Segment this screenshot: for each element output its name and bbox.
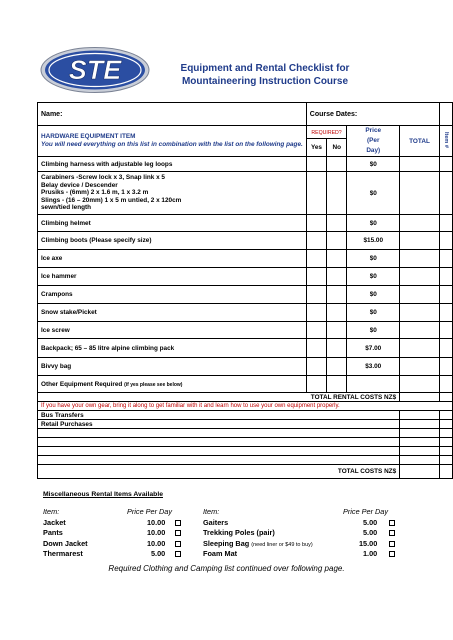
misc-list-item bbox=[203, 528, 403, 539]
yes-checkbox[interactable] bbox=[306, 232, 326, 250]
retail-purchases-value[interactable] bbox=[400, 420, 440, 429]
header-total: TOTAL bbox=[400, 126, 440, 157]
item-label: Snow stake/Picket bbox=[38, 304, 307, 322]
item-label: Climbing harness with adjustable leg loops bbox=[38, 157, 307, 172]
blank-cell bbox=[439, 429, 452, 438]
blank-line-value[interactable] bbox=[400, 429, 440, 438]
retail-purchases-label: Retail Purchases bbox=[38, 420, 400, 429]
item-total[interactable] bbox=[400, 250, 440, 268]
other-equipment-label: Other Equipment Required (if yes please see below) bbox=[38, 376, 307, 393]
item-label: Ice hammer bbox=[38, 268, 307, 286]
misc-item-price: 15.00 bbox=[359, 538, 378, 548]
blank-cell bbox=[439, 420, 452, 429]
header-item-title: HARDWARE EQUIPMENT ITEM bbox=[41, 133, 136, 140]
blank-cell bbox=[439, 411, 452, 420]
item-number[interactable] bbox=[439, 286, 452, 304]
title-line-1: Equipment and Rental Checklist for bbox=[180, 63, 350, 74]
misc-item-price: 10.00 bbox=[147, 528, 166, 537]
item-total[interactable] bbox=[400, 376, 440, 393]
header-item-note: You will need everything on this list in combination with the list on the following page. bbox=[41, 141, 303, 148]
item-label: Crampons bbox=[38, 286, 307, 304]
misc-checkbox[interactable] bbox=[175, 518, 181, 529]
item-price: $0 bbox=[347, 172, 400, 215]
misc-list-item bbox=[203, 539, 403, 550]
no-checkbox[interactable] bbox=[327, 339, 347, 358]
blank-cell bbox=[439, 103, 452, 126]
item-label: Bivvy bag bbox=[38, 358, 307, 376]
yes-checkbox[interactable] bbox=[306, 376, 326, 393]
misc-list-item bbox=[43, 539, 188, 550]
misc-checkbox[interactable] bbox=[175, 528, 181, 539]
item-total[interactable] bbox=[400, 358, 440, 376]
misc-item-name: Down Jacket bbox=[43, 538, 88, 548]
blank-cell bbox=[439, 447, 452, 456]
misc-item-name: Jacket bbox=[43, 517, 66, 527]
item-price: $7.00 bbox=[347, 339, 400, 358]
blank-line-value[interactable] bbox=[400, 447, 440, 456]
no-checkbox[interactable] bbox=[327, 376, 347, 393]
blank-line-value[interactable] bbox=[400, 438, 440, 447]
total-costs-label: TOTAL COSTS NZ$ bbox=[38, 465, 400, 479]
item-total[interactable] bbox=[400, 268, 440, 286]
item-total[interactable] bbox=[400, 339, 440, 358]
misc-checkbox[interactable] bbox=[389, 518, 395, 529]
item-label: Climbing boots (Please specify size) bbox=[38, 232, 307, 250]
header-price: Price (Per Day) bbox=[347, 126, 400, 157]
total-rental-costs-label: TOTAL RENTAL COSTS NZ$ bbox=[38, 393, 400, 402]
no-checkbox[interactable] bbox=[327, 268, 347, 286]
misc-item-name: Sleeping Bag (need liner or $49 to buy) bbox=[203, 538, 313, 548]
misc-checkbox[interactable] bbox=[389, 539, 395, 550]
item-price: $3.00 bbox=[347, 358, 400, 376]
misc-right-list bbox=[203, 507, 403, 560]
item-price: $0 bbox=[347, 304, 400, 322]
blank-line[interactable] bbox=[38, 438, 400, 447]
misc-checkbox[interactable] bbox=[389, 549, 395, 560]
item-label: Ice screw bbox=[38, 322, 307, 339]
header-required: REQUIRED? bbox=[306, 126, 347, 139]
misc-list-item bbox=[203, 518, 403, 529]
blank-cell bbox=[439, 465, 452, 479]
logo-text: STE bbox=[68, 55, 122, 85]
item-price: $0 bbox=[347, 286, 400, 304]
bus-transfers-value[interactable] bbox=[400, 411, 440, 420]
item-price: $0 bbox=[347, 322, 400, 339]
header-item-cell bbox=[38, 126, 307, 157]
no-checkbox[interactable] bbox=[327, 286, 347, 304]
misc-item-price: 10.00 bbox=[147, 517, 166, 527]
misc-left-list bbox=[43, 507, 188, 560]
misc-item-name: Gaiters bbox=[203, 517, 229, 527]
yes-checkbox[interactable] bbox=[306, 304, 326, 322]
blank-cell bbox=[439, 456, 452, 465]
blank-cell bbox=[347, 376, 400, 393]
document-title bbox=[170, 62, 360, 88]
misc-list-item bbox=[203, 549, 403, 560]
no-checkbox[interactable] bbox=[327, 157, 347, 172]
item-price: $15.00 bbox=[347, 232, 400, 250]
misc-item-name: Trekking Poles (pair) bbox=[203, 528, 275, 537]
total-costs-value[interactable] bbox=[400, 465, 440, 479]
misc-price-header: Price Per Day bbox=[127, 507, 173, 516]
header-no: No bbox=[327, 139, 347, 157]
item-number[interactable] bbox=[439, 304, 452, 322]
item-total[interactable] bbox=[400, 215, 440, 232]
no-checkbox[interactable] bbox=[327, 358, 347, 376]
misc-price-header: Price Per Day bbox=[343, 507, 389, 516]
footer-note: Required Clothing and Camping list continued over following page. bbox=[108, 564, 345, 573]
bus-transfers-label: Bus Transfers bbox=[38, 411, 400, 420]
misc-rental-title: Miscellaneous Rental Items Available bbox=[43, 491, 163, 498]
no-checkbox[interactable] bbox=[327, 232, 347, 250]
misc-list-item bbox=[43, 528, 188, 539]
name-field[interactable] bbox=[38, 103, 307, 126]
misc-item-header: Item: bbox=[43, 507, 60, 516]
yes-checkbox[interactable] bbox=[306, 250, 326, 268]
blank-line-value[interactable] bbox=[400, 456, 440, 465]
item-number[interactable] bbox=[439, 322, 452, 339]
item-number[interactable] bbox=[439, 358, 452, 376]
item-number[interactable] bbox=[439, 157, 452, 172]
course-dates-field[interactable] bbox=[306, 103, 439, 126]
misc-item-name: Thermarest bbox=[43, 549, 83, 558]
item-label: Climbing helmet bbox=[38, 215, 307, 232]
no-checkbox[interactable] bbox=[327, 304, 347, 322]
item-price: $0 bbox=[347, 157, 400, 172]
ste-logo bbox=[40, 46, 150, 94]
misc-item-price: 5.00 bbox=[363, 517, 378, 527]
yes-checkbox[interactable] bbox=[306, 322, 326, 339]
item-price: $0 bbox=[347, 250, 400, 268]
title-line-2: Mountaineering Instruction Course bbox=[181, 76, 349, 87]
course-dates-label: Course Dates: bbox=[309, 110, 358, 118]
blank-cell bbox=[439, 393, 452, 402]
item-number[interactable] bbox=[439, 339, 452, 358]
misc-item-price: 5.00 bbox=[151, 549, 166, 558]
no-checkbox[interactable] bbox=[327, 322, 347, 339]
header-yes: Yes bbox=[306, 139, 326, 157]
misc-checkbox[interactable] bbox=[175, 549, 181, 560]
item-price: $0 bbox=[347, 268, 400, 286]
blank-line[interactable] bbox=[38, 429, 400, 438]
yes-checkbox[interactable] bbox=[306, 286, 326, 304]
item-label: Backpack; 65 – 85 litre alpine climbing pack bbox=[38, 339, 307, 358]
misc-checkbox[interactable] bbox=[389, 528, 395, 539]
item-total[interactable] bbox=[400, 172, 440, 215]
misc-item-header: Item: bbox=[203, 507, 220, 516]
item-total[interactable] bbox=[400, 286, 440, 304]
blank-line[interactable] bbox=[38, 456, 400, 465]
item-number[interactable] bbox=[439, 376, 452, 393]
yes-checkbox[interactable] bbox=[306, 215, 326, 232]
misc-item-note: (need liner or $49 to buy) bbox=[251, 541, 313, 548]
item-total[interactable] bbox=[400, 157, 440, 172]
item-price: $0 bbox=[347, 215, 400, 232]
yes-checkbox[interactable] bbox=[306, 157, 326, 172]
item-number[interactable] bbox=[439, 250, 452, 268]
misc-item-name: Foam Mat bbox=[203, 549, 238, 558]
blank-line[interactable] bbox=[38, 447, 400, 456]
total-rental-costs-value[interactable] bbox=[400, 393, 440, 402]
item-total[interactable] bbox=[400, 304, 440, 322]
item-number[interactable] bbox=[439, 232, 452, 250]
hardware-set-label: Carabiners -Screw lock x 3, Snap link x 5 Belay device / Descender Prusiks - (6mm) 2 x 1.6 m, 1 x 3.2 m Slings - (16 – 20mm) 1 x 5 m untied, 2 x 120cm sewn/tied length bbox=[38, 172, 307, 215]
misc-list-item bbox=[43, 549, 188, 560]
item-number[interactable] bbox=[439, 172, 452, 215]
no-checkbox[interactable] bbox=[327, 172, 347, 215]
misc-item-price: 10.00 bbox=[147, 538, 166, 548]
misc-item-name: Pants bbox=[43, 528, 63, 537]
item-total[interactable] bbox=[400, 232, 440, 250]
yes-checkbox[interactable] bbox=[306, 172, 326, 215]
yes-checkbox[interactable] bbox=[306, 268, 326, 286]
yes-checkbox[interactable] bbox=[306, 339, 326, 358]
item-total[interactable] bbox=[400, 322, 440, 339]
item-number[interactable] bbox=[439, 268, 452, 286]
misc-list-item bbox=[43, 518, 188, 529]
misc-item-price: 5.00 bbox=[363, 528, 378, 537]
equipment-checklist-table bbox=[37, 102, 453, 479]
no-checkbox[interactable] bbox=[327, 250, 347, 268]
name-label: Name: bbox=[41, 110, 63, 118]
item-number[interactable] bbox=[439, 215, 452, 232]
item-label: Ice axe bbox=[38, 250, 307, 268]
misc-item-price: 1.00 bbox=[363, 549, 378, 558]
misc-checkbox[interactable] bbox=[175, 539, 181, 550]
yes-checkbox[interactable] bbox=[306, 358, 326, 376]
no-checkbox[interactable] bbox=[327, 215, 347, 232]
blank-cell bbox=[439, 438, 452, 447]
header-item-no: Item # bbox=[439, 126, 452, 157]
own-gear-note: If you have your own gear, bring it along to get familiar with it and learn how to use your own equipment properly. bbox=[38, 402, 453, 411]
